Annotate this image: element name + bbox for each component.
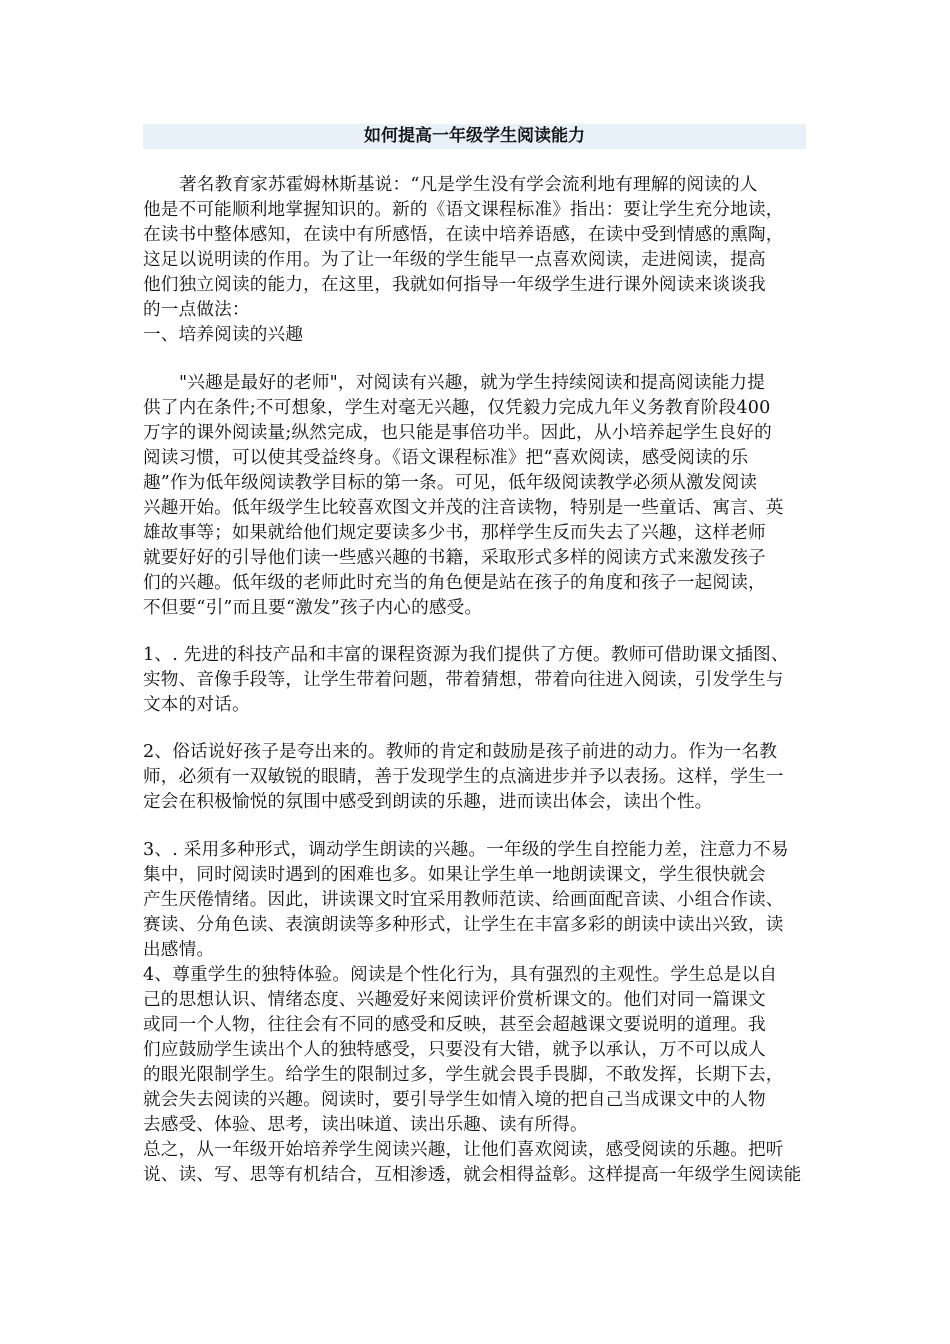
paragraph-line: 出感情。 <box>143 940 215 960</box>
paragraph-line: 雄故事等；如果就给他们规定要读多少书，那样学生反而失去了兴趣，这样老师 <box>143 523 766 543</box>
paragraph-line: 3、. 采用多种形式，调动学生朗读的兴趣。一年级的学生自控能力差，注意力不易 <box>143 840 789 860</box>
paragraph-line: 师，必须有一双敏锐的眼睛，善于发现学生的点滴进步并予以表扬。这样，学生一 <box>143 767 784 787</box>
paragraph-line: 1、. 先进的科技产品和丰富的课程资源为我们提供了方便。教师可借助课文插图、 <box>143 645 789 665</box>
paragraph-line: 就要好好的引导他们读一些感兴趣的书籍，采取形式多样的阅读方式来激发孩子 <box>143 548 766 568</box>
paragraph-line: 说、读、写、思等有机结合，互相渗透，就会相得益彰。这样提高一年级学生阅读能 <box>143 1165 802 1185</box>
paragraph-line: 阅读习惯，可以使其受益终身。《语文课程标准》把“喜欢阅读，感受阅读的乐 <box>143 448 749 468</box>
paragraph-line: 产生厌倦情绪。因此，讲读课文时宜采用教师范读、给画面配音读、小组合作读、 <box>143 890 784 910</box>
paragraph-line: 趣”作为低年级阅读教学目标的第一条。可见，低年级阅读教学必须从激发阅读 <box>143 473 758 493</box>
paragraph-line: 实物、音像手段等，让学生带着问题，带着猜想，带着向往进入阅读，引发学生与 <box>143 670 784 690</box>
paragraph-line: 2、俗话说好孩子是夸出来的。教师的肯定和鼓励是孩子前进的动力。作为一名教 <box>143 742 778 762</box>
paragraph-line: 们的兴趣。低年级的老师此时充当的角色便是站在孩子的角度和孩子一起阅读， <box>143 573 766 593</box>
paragraph-line: 他是不可能顺利地掌握知识的。新的《语文课程标准》指出：要让学生充分地读， <box>143 200 784 220</box>
paragraph-line: 赛读、分角色读、表演朗读等多种形式，让学生在丰富多彩的朗读中读出兴致，读 <box>143 915 784 935</box>
paragraph-line: 在读书中整体感知，在读中有所感悟，在读中培养语感，在读中受到情感的熏陶， <box>143 225 784 245</box>
paragraph-line: 他们独立阅读的能力，在这里，我就如何指导一年级学生进行课外阅读来谈谈我 <box>143 275 766 295</box>
paragraph-line: 不但要“引”而且要“激发”孩子内心的感受。 <box>143 598 483 618</box>
section-heading: 一、培养阅读的兴趣 <box>143 325 304 345</box>
paragraph-line: 万字的课外阅读量;纵然完成，也只能是事倍功半。因此，从小培养起学生良好的 <box>143 423 772 443</box>
paragraph-line: 文本的对话。 <box>143 695 250 715</box>
paragraph-line: 的眼光限制学生。给学生的限制过多，学生就会畏手畏脚，不敢发挥，长期下去， <box>143 1065 784 1085</box>
paragraph-line: 集中，同时阅读时遇到的困难也多。如果让学生单一地朗读课文，学生很快就会 <box>143 865 766 885</box>
document-title: 如何提高一年级学生阅读能力 <box>364 126 585 146</box>
paragraph-line: 总之，从一年级开始培养学生阅读兴趣，让他们喜欢阅读，感受阅读的乐趣。把听 <box>143 1140 784 1160</box>
paragraph-line: 们应鼓励学生读出个人的独特感受，只要没有大错，就予以承认，万不可以成人 <box>143 1040 766 1060</box>
paragraph-line: 己的思想认识、情绪态度、兴趣爱好来阅读评价赏析课文的。他们对同一篇课文 <box>143 990 766 1010</box>
paragraph-line: 或同一个人物，往往会有不同的感受和反映，甚至会超越课文要说明的道理。我 <box>143 1015 766 1035</box>
paragraph-line: 去感受、体验、思考，读出味道、读出乐趣、读有所得。 <box>143 1115 588 1135</box>
paragraph-line: 著名教育家苏霍姆林斯基说：“凡是学生没有学会流利地有理解的阅读的人 <box>179 175 758 195</box>
paragraph-line: 供了内在条件;不可想象，学生对毫无兴趣，仅凭毅力完成九年义务教育阶段400 <box>143 398 771 418</box>
paragraph-line: 这足以说明读的作用。为了让一年级的学生能早一点喜欢阅读，走进阅读，提高 <box>143 250 766 270</box>
paragraph-line: "兴趣是最好的老师"，对阅读有兴趣，就为学生持续阅读和提高阅读能力提 <box>179 373 765 393</box>
paragraph-line: 就会失去阅读的兴趣。阅读时，要引导学生如情入境的把自己当成课文中的人物 <box>143 1090 766 1110</box>
paragraph-line: 的一点做法： <box>143 300 250 320</box>
paragraph-line: 定会在积极愉悦的氛围中感受到朗读的乐趣，进而读出体会，读出个性。 <box>143 792 713 812</box>
paragraph-line: 兴趣开始。低年级学生比较喜欢图文并茂的注音读物，特别是一些童话、寓言、英 <box>143 498 784 518</box>
paragraph-line: 4、尊重学生的独特体验。阅读是个性化行为，具有强烈的主观性。学生总是以自 <box>143 965 778 985</box>
